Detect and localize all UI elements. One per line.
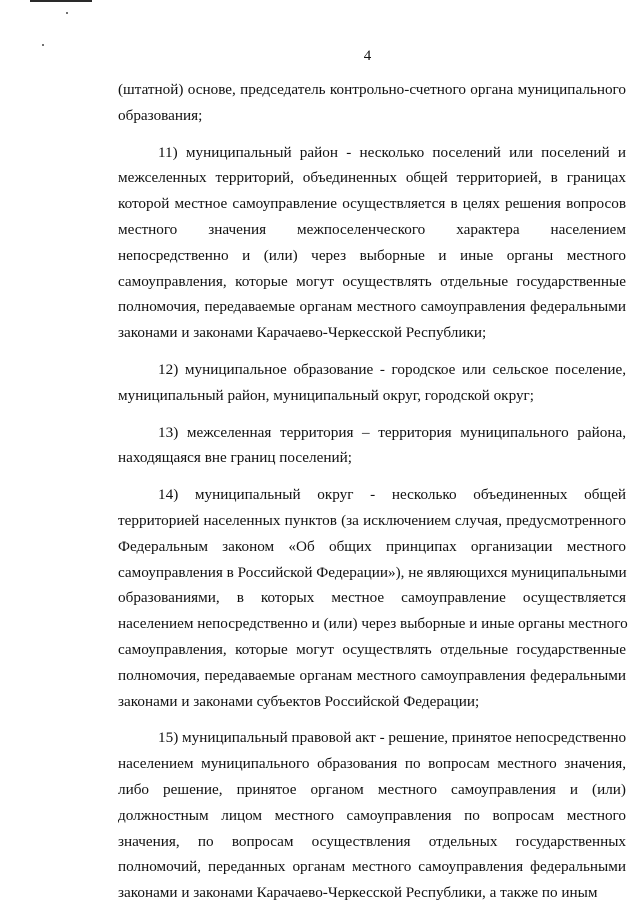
paragraph-p12 (118, 357, 626, 409)
text-line: находящаяся вне границ поселений; (118, 449, 352, 467)
text-line: образования; (118, 106, 203, 124)
document-body (118, 77, 626, 906)
text-line: территорией населенных пунктов (за исключением случая, предусмотренного (118, 511, 626, 529)
text-line: 14) муниципальный округ - несколько объединенных общей (158, 486, 626, 504)
text-line: самоуправления, которые могут осуществлять отдельные государственные (118, 272, 626, 290)
scan-speck (42, 44, 44, 46)
text-line: Федеральным законом «Об общих принципах организации местного (118, 537, 626, 555)
text-line: полномочий, переданных органам местного самоуправления федеральными (118, 858, 626, 876)
top-edge-rule (30, 0, 92, 2)
text-line: муниципальный район, муниципальный округ, городской округ; (118, 386, 534, 404)
text-line: непосредственно и (или) через выборные и иные органы местного (118, 246, 626, 264)
scan-speck (66, 12, 68, 14)
text-line: должностным лицом местного самоуправления по вопросам местного (118, 806, 626, 824)
text-line: законами и законами Карачаево-Черкесской Республики; (118, 324, 487, 342)
paragraph-p13 (118, 420, 626, 472)
text-line: 12) муниципальное образование - городское или сельское поселение, (158, 360, 626, 378)
paragraph-p0 (118, 77, 626, 129)
text-line: самоуправления в Российской Федерации»), не являющихся муниципальными (118, 563, 627, 581)
text-line: значения, по вопросам осуществления отдельных государственных (118, 832, 626, 850)
text-line: полномочия, передаваемые органам местного самоуправления федеральными (118, 298, 626, 316)
page-number: 4 (363, 48, 372, 64)
text-line: (штатной) основе, председатель контрольно-счетного органа муниципального (118, 81, 626, 98)
text-line: которой местное самоуправление осуществляется в целях решения вопросов (118, 195, 626, 213)
text-line: населением муниципального образования по вопросам местного значения, (118, 755, 626, 773)
text-line: межселенных территорий, объединенных общей территорией, в границах (118, 169, 626, 187)
text-line: населением непосредственно и (или) через выборные и иные органы местного (118, 615, 628, 633)
text-line: 11) муниципальный район - несколько поселений или поселений и (158, 143, 626, 161)
text-line: либо решение, принятое органом местного самоуправления и (или) (118, 780, 626, 798)
text-line: законами и законами Карачаево-Черкесской Республики, а также по иным (118, 884, 598, 902)
text-line: полномочия, передаваемые органам местного самоуправления федеральными (118, 666, 626, 684)
paragraph-p15 (118, 725, 626, 906)
text-line: 13) межселенная территория – территория муниципального района, (158, 423, 626, 441)
text-line: законами и законами субъектов Российской Федерации; (118, 692, 480, 710)
paragraph-p11 (118, 140, 626, 346)
text-line: самоуправления, которые могут осуществлять отдельные государственные (118, 640, 626, 658)
paragraph-p14 (118, 482, 626, 714)
text-line: местного значения межпоселенческого характера населением (118, 220, 626, 238)
text-line: 15) муниципальный правовой акт - решение, принятое непосредственно (158, 729, 627, 747)
text-line: образованиями, в которых местное самоуправление осуществляется (118, 589, 626, 607)
